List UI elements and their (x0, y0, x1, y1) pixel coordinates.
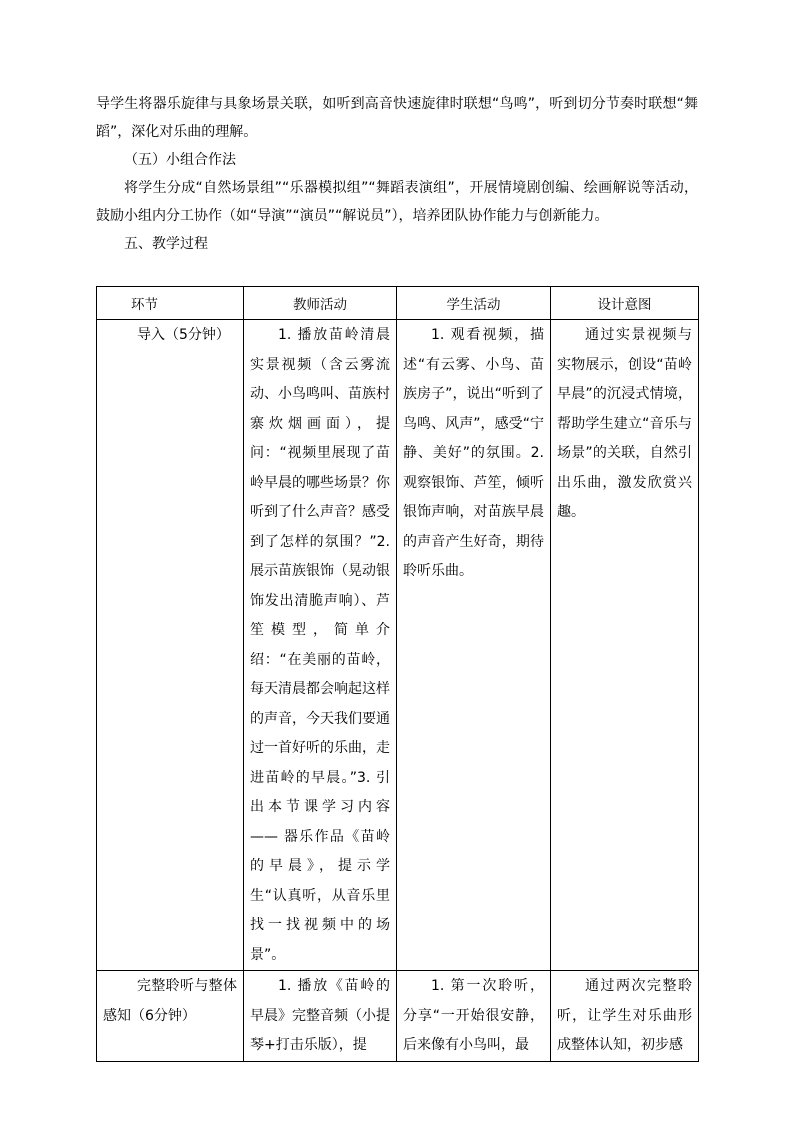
student-text: 1. 第一次聆听，分享“一开始很安静，后来像有小鸟叫，最 (403, 978, 544, 1053)
purpose-text: 通过实景视频与实物展示，创设“苗岭早晨”的沉浸式情境，帮助学生建立“音乐与场景”的关联，自然引出乐曲，激发欣赏兴趣。 (557, 327, 692, 520)
stage-text: 导入（5分钟） (137, 327, 230, 343)
header-teacher-activity: 教师活动 (244, 287, 397, 320)
student-cell (397, 320, 551, 971)
teaching-process-table (96, 286, 699, 1062)
intro-paragraph: 导学生将器乐旋律与具象场景关联，如听到高音快速旋律时联想“鸟鸣”，听到切分节奏时联想“舞蹈”，深化对乐曲的理解。 (96, 96, 698, 140)
table-row (97, 971, 699, 1062)
stage-cell (97, 971, 244, 1062)
header-student-activity: 学生活动 (397, 287, 551, 320)
table-header-row (97, 287, 699, 320)
purpose-cell (551, 320, 699, 971)
table-row (97, 320, 699, 971)
purpose-cell (551, 971, 699, 1062)
teacher-text: 1. 播放苗岭清晨实景视频（含云雾流动、小鸟鸣叫、苗族村寨炊烟画面），提问：“视频里展现了苗岭早晨的哪些场景？你听到了什么声音？感受到了怎样的氛围？”2. 展示苗族银饰（晃动银饰发出清脆声响）、芦笙模型，简单介绍：“在美丽的苗岭，每天清晨都会响起这样的声音，今天我们要通过一首好听的乐曲，走进苗岭的早晨。”3. 引出本节课学习内容 —— 器乐作品《苗岭的早晨》，提示学生“认真听，从音乐里找一找视频中的场景”。 (250, 327, 390, 963)
teacher-cell (244, 971, 397, 1062)
purpose-text: 通过两次完整聆听，让学生对乐曲形成整体认知，初步感 (557, 978, 692, 1053)
stage-text: 完整聆听与整体感知（6分钟） (103, 978, 237, 1024)
student-cell (397, 971, 551, 1062)
header-design-intent: 设计意图 (551, 287, 699, 320)
group-work-paragraph: 将学生分成“自然场景组”“乐器模拟组”“舞蹈表演组”，开展情境剧创编、绘画解说等活动，鼓励小组内分工协作（如“导演”“演员”“解说员”），培养团队协作能力与创新能力。 (96, 180, 698, 224)
section-heading-group-work: （五）小组合作法 (124, 152, 236, 168)
header-stage: 环节 (97, 287, 244, 320)
stage-cell (97, 320, 244, 971)
student-text: 1. 观看视频，描述“有云雾、小鸟、苗族房子”，说出“听到了鸟鸣、风声”，感受“宁静、美好”的氛围。2. 观察银饰、芦笙，倾听银饰声响，对苗族早晨的声音产生好奇，期待聆听乐曲。 (403, 327, 544, 579)
section-heading-teaching-process: 五、教学过程 (124, 236, 208, 252)
teacher-text: 1. 播放《苗岭的早晨》完整音频（小提琴+打击乐版），提 (250, 978, 390, 1053)
teacher-cell (244, 320, 397, 971)
